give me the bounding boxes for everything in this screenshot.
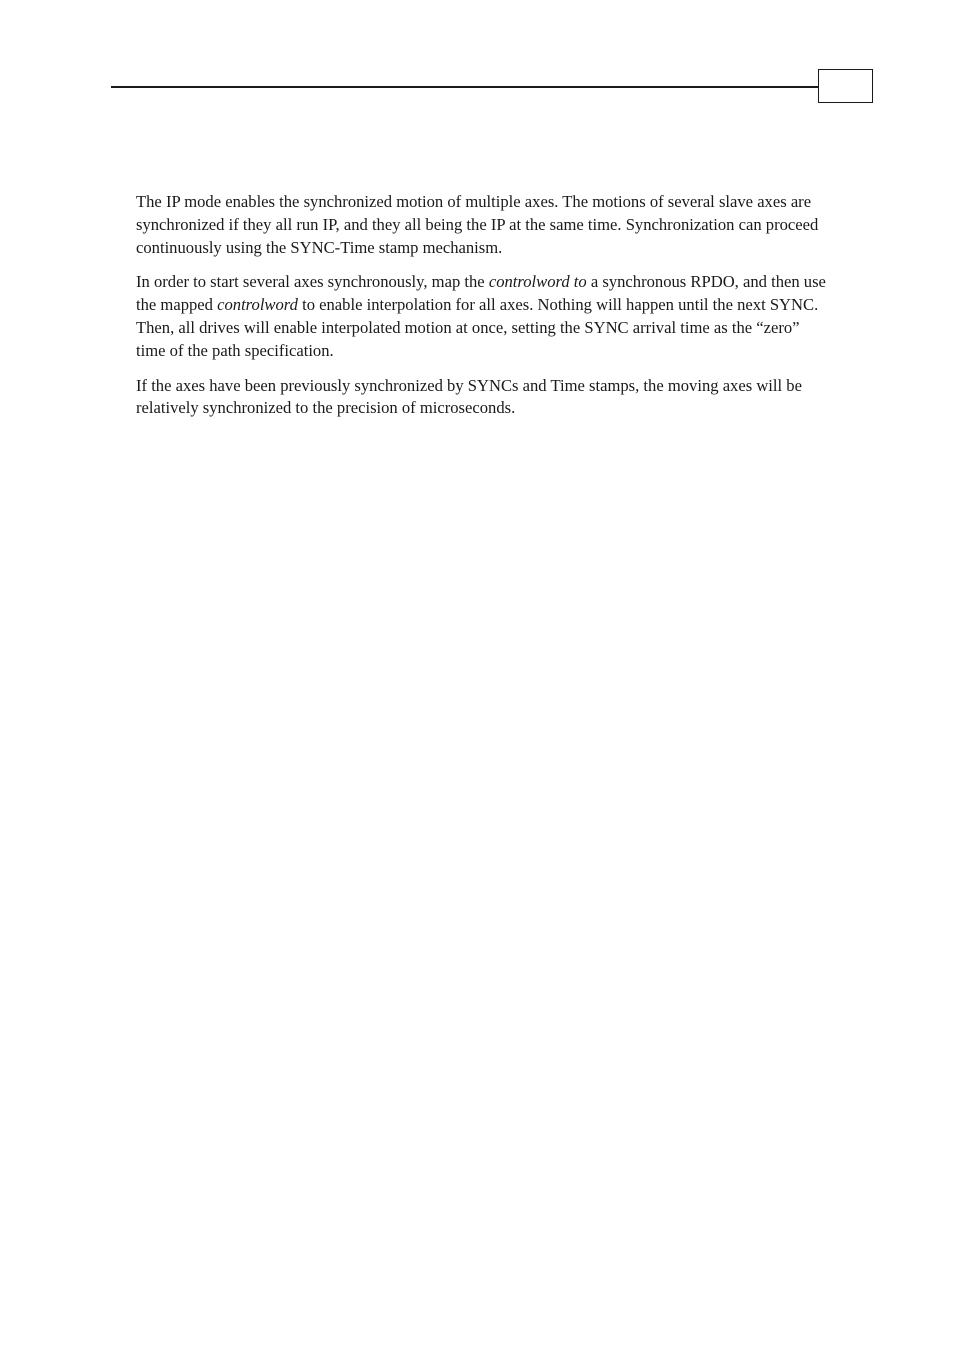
page-number-box [818,69,873,103]
controlword-term: controlword [217,295,298,315]
paragraph-relative-sync: If the axes have been previously synchronized by SYNCs and Time stamps, the moving axes will be relatively synchronized to the precision of microseconds. [136,375,802,418]
paragraph-ip-mode-sync: The IP mode enables the synchronized motion of multiple axes. The motions of several slave axes are synchronized if they all run IP, and they all being the IP at the same time. Synchronization can proceed continuously using the SYNC-Time stamp mechanism. [136,192,819,257]
paragraph-start-axes [136,271,826,362]
controlword-term: controlword to [488,272,587,292]
body-text [136,191,826,432]
paragraph-text: a synchronous RPDO, and then use the mapped [136,272,826,315]
paragraph-text: In order to start several axes synchronously, map the [136,272,489,292]
paragraph-text: to enable interpolation for all axes. Nothing will happen until the next SYNC. Then, all drives will enable interpolated motion at once, setting the SYNC arrival time as the “zero” time of the path specification. [136,295,819,360]
header-rule [111,86,819,88]
